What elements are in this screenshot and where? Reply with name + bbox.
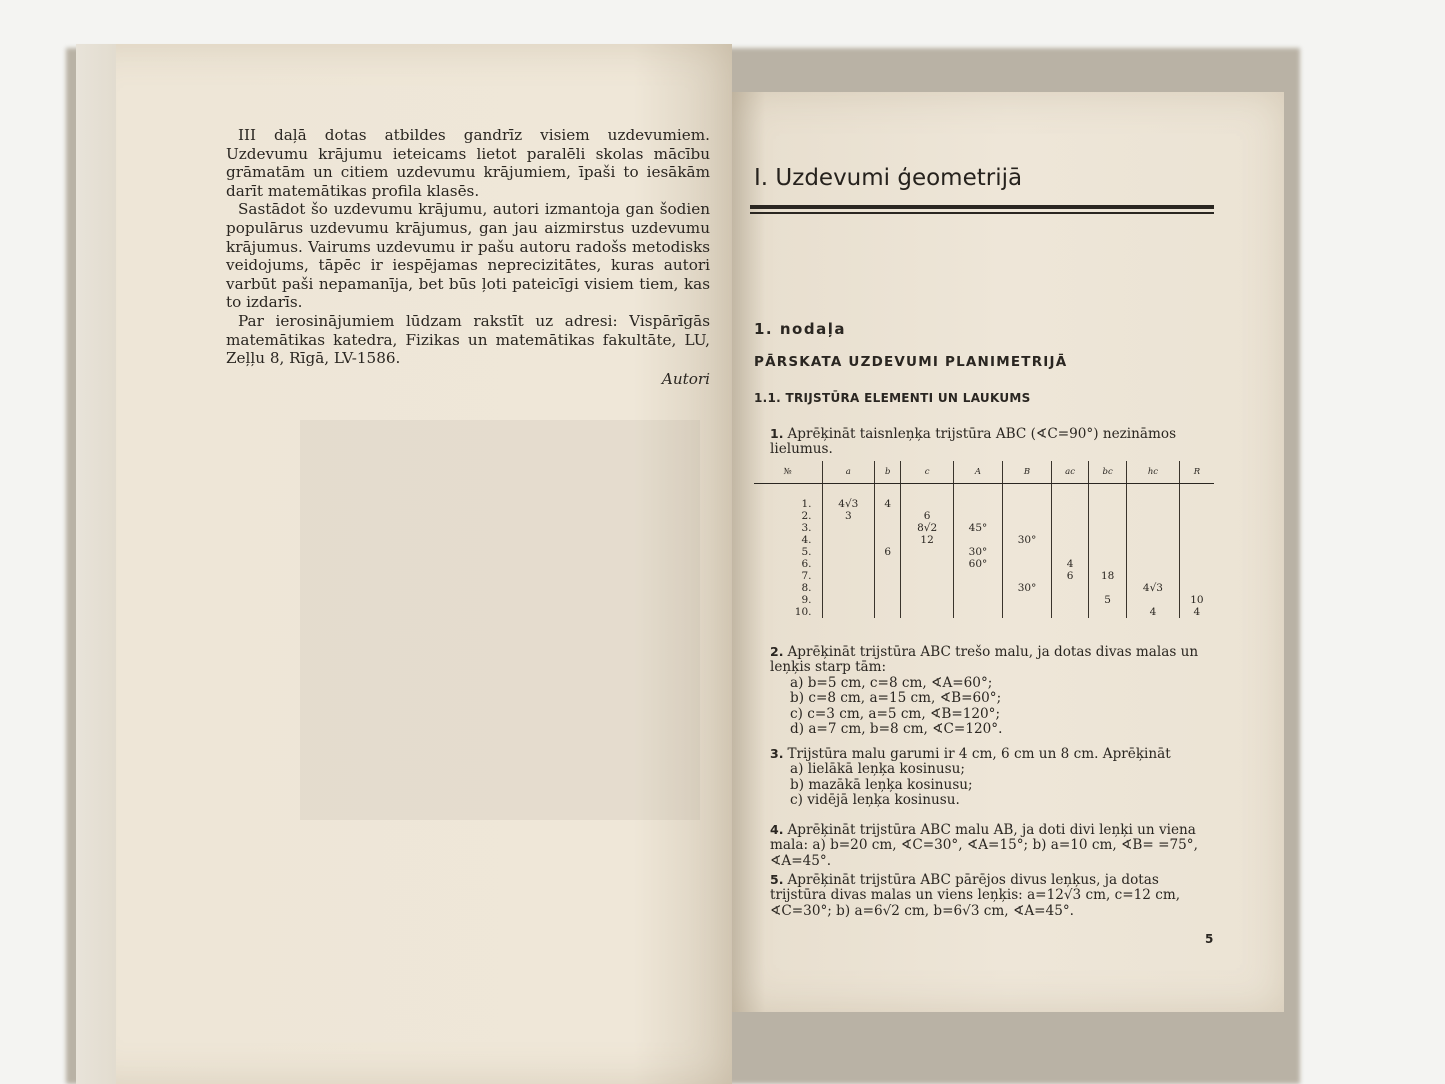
table-cell — [1003, 484, 1052, 499]
table-cell: 12 — [901, 534, 954, 546]
table-cell — [1179, 510, 1214, 522]
table-cell — [1052, 606, 1089, 618]
problem-text: Aprēķināt trijstūra ABC malu AB, ja doti divi leņķi un viena mala: a) b=20 cm, ∢C=30°, ∢A=15°; b) a=10 cm, ∢B= =75°, ∢A=45°. — [770, 822, 1198, 869]
option: d) a=7 cm, b=8 cm, ∢C=120°. — [790, 721, 1003, 738]
table-cell: 4 — [1127, 606, 1180, 618]
table-cell — [1003, 594, 1052, 606]
table-cell: 30° — [1003, 582, 1052, 594]
table-cell: 4√3 — [822, 498, 875, 510]
table-row — [754, 594, 1214, 606]
table-cell — [1089, 498, 1127, 510]
table-cell: 4. — [801, 534, 812, 546]
table-cell — [1127, 522, 1180, 534]
table-cell — [901, 606, 954, 618]
table-cell — [1127, 510, 1180, 522]
table-cell — [1179, 484, 1214, 499]
table-cell: 4√3 — [1127, 582, 1180, 594]
options-list — [770, 676, 1214, 738]
option: c) c=3 cm, a=5 cm, ∢B=120°; — [790, 705, 1001, 722]
table-cell — [1127, 570, 1180, 582]
table-cell — [1003, 522, 1052, 534]
table-cell — [875, 570, 901, 582]
table-cell — [875, 582, 901, 594]
option: a) b=5 cm, c=8 cm, ∢A=60°; — [790, 674, 993, 691]
table-row — [754, 546, 1214, 558]
table-row — [754, 558, 1214, 570]
table-cell — [901, 546, 954, 558]
table-cell — [953, 570, 1002, 582]
table-cell: 10. — [794, 606, 812, 618]
table-header: № — [754, 461, 822, 484]
problem-text: Aprēķināt trijstūra ABC pārējos divus leņķus, ja dotas trijstūra divas malas un viens leņķis: a=12√3 cm, c=12 cm, ∢C=30°; b) a=6√2 cm, b=6√3 cm, ∢A=45°. — [770, 872, 1181, 919]
table-cell — [901, 498, 954, 510]
table-header: bc — [1089, 461, 1127, 484]
options-list — [770, 762, 1214, 808]
table-cell — [1089, 606, 1127, 618]
table-cell — [875, 558, 901, 570]
table-cell — [875, 522, 901, 534]
problem-text: Aprēķināt trijstūra ABC trešo malu, ja dotas divas malas un leņķis starp tām: — [770, 644, 1199, 676]
table-cell — [1089, 582, 1127, 594]
problem-4 — [770, 822, 1214, 869]
table-header: ac — [1052, 461, 1089, 484]
table-cell: 4 — [1052, 558, 1089, 570]
left-page-text — [226, 126, 710, 388]
table-cell — [875, 594, 901, 606]
table-header-row — [754, 461, 1214, 484]
table-cell — [1052, 498, 1089, 510]
table-cell — [1052, 484, 1089, 499]
table-cell: 6. — [801, 558, 812, 570]
table-cell — [1089, 484, 1127, 499]
table-cell: 8√2 — [901, 522, 954, 534]
chapter-title: I. Uzdevumi ģeometrijā — [754, 165, 1023, 191]
table-row — [754, 522, 1214, 534]
table-row — [754, 510, 1214, 522]
problem-number: 3. — [770, 746, 784, 761]
table-cell — [1179, 522, 1214, 534]
table-cell — [901, 558, 954, 570]
problem-1 — [770, 426, 1214, 458]
table-cell — [1179, 534, 1214, 546]
table-cell — [953, 484, 1002, 499]
option: c) vidējā leņķa kosinusu. — [790, 792, 960, 809]
problem-number: 5. — [770, 872, 784, 887]
table-header: B — [1003, 461, 1052, 484]
table-cell: 10 — [1179, 594, 1214, 606]
table-cell: 30° — [1003, 534, 1052, 546]
table-cell — [822, 522, 875, 534]
option: b) mazākā leņķa kosinusu; — [790, 776, 973, 793]
table-cell — [1003, 498, 1052, 510]
option: a) lielākā leņķa kosinusu; — [790, 761, 965, 778]
table-cell: 4 — [875, 498, 901, 510]
table-header: c — [901, 461, 954, 484]
table-cell — [822, 558, 875, 570]
table-cell — [953, 594, 1002, 606]
table-cell: 6 — [901, 510, 954, 522]
table-cell: 2. — [801, 510, 812, 522]
table-cell — [1179, 570, 1214, 582]
table-cell — [1179, 498, 1214, 510]
table-cell — [822, 570, 875, 582]
paragraph: Par ierosinājumiem lūdzam rakstīt uz adresi: Vispārīgās matemātikas katedra, Fizikas un matemātikas fakultāte, LU, Zeļļu 8, Rīgā, LV-1586. — [226, 311, 710, 368]
table-cell — [901, 570, 954, 582]
table-cell — [1003, 510, 1052, 522]
table-cell — [1052, 522, 1089, 534]
table-cell — [953, 510, 1002, 522]
section-title: PĀRSKATA UZDEVUMI PLANIMETRIJĀ — [754, 354, 1068, 370]
divider — [750, 212, 1214, 214]
table-header: A — [953, 461, 1002, 484]
problem-3 — [770, 746, 1214, 809]
problem-number: 2. — [770, 644, 784, 659]
problem-text: Trijstūra malu garumi ir 4 cm, 6 cm un 8 cm. Aprēķināt — [787, 746, 1171, 762]
table-cell — [1127, 498, 1180, 510]
table-row — [754, 570, 1214, 582]
table-cell: 8. — [801, 582, 812, 594]
table-cell — [754, 484, 822, 499]
table-cell: 6 — [875, 546, 901, 558]
table-cell — [1003, 570, 1052, 582]
table-cell — [1052, 510, 1089, 522]
table-cell — [875, 606, 901, 618]
paragraph: Sastādot šo uzdevumu krājumu, autori izmantoja gan šodien populārus uzdevumu krājumus, gan jau aizmirstus uzdevumu krājumus. Vairums uzdevumu ir pašu autoru radošs metodisks veidojums, tāpēc ir iespējamas neprecizitātes, kuras autori varbūt paši nepamanīja, bet būs ļoti pateicīgi visiem tiem, kas to izdarīs. — [226, 200, 710, 312]
table-cell — [1127, 594, 1180, 606]
table-cell — [953, 498, 1002, 510]
problem-number: 1. — [770, 426, 784, 441]
table-cell — [1127, 534, 1180, 546]
table-row — [754, 498, 1214, 510]
table-cell: 3 — [822, 510, 875, 522]
subsection-title: 1.1. TRIJSTŪRA ELEMENTI UN LAUKUMS — [754, 391, 1031, 405]
option: b) c=8 cm, a=15 cm, ∢B=60°; — [790, 690, 1002, 707]
table-cell: 6 — [1052, 570, 1089, 582]
problem-5 — [770, 872, 1214, 919]
table-row — [754, 534, 1214, 546]
table-row — [754, 582, 1214, 594]
table-cell — [953, 582, 1002, 594]
page-number: 5 — [1205, 932, 1214, 946]
page-edge — [76, 44, 116, 1084]
table-cell — [1003, 606, 1052, 618]
table-cell — [875, 510, 901, 522]
table-cell: 5 — [1089, 594, 1127, 606]
table-cell: 7. — [801, 570, 812, 582]
table-cell: 3. — [801, 522, 812, 534]
table-cell: 5. — [801, 546, 812, 558]
table-cell — [1179, 582, 1214, 594]
signature: Autori — [661, 369, 710, 388]
table-cell — [1179, 558, 1214, 570]
table-cell — [953, 534, 1002, 546]
section-number: 1. nodaļa — [754, 320, 846, 338]
table-cell — [1003, 546, 1052, 558]
table-header: hc — [1127, 461, 1180, 484]
table-cell — [901, 582, 954, 594]
table-cell — [953, 606, 1002, 618]
table-cell — [822, 484, 875, 499]
table-cell — [901, 484, 954, 499]
table-cell: 18 — [1089, 570, 1127, 582]
table-cell — [1052, 582, 1089, 594]
paragraph: III daļā dotas atbildes gandrīz visiem uzdevumiem. Uzdevumu krājumu ieteicams lietot paralēli skolas mācību grāmatām un citiem uzdevumu krājumiem, īpaši to iesākām darīt matemātikas profila klasēs. — [226, 126, 710, 200]
table-header: R — [1179, 461, 1214, 484]
table-cell — [1089, 546, 1127, 558]
divider — [750, 205, 1214, 209]
table-cell — [822, 594, 875, 606]
table-header: b — [875, 461, 901, 484]
show-through-text — [300, 420, 700, 820]
data-table — [754, 461, 1214, 618]
table-cell: 60° — [953, 558, 1002, 570]
table-cell — [1127, 484, 1180, 499]
table-cell — [822, 606, 875, 618]
table-cell — [1003, 558, 1052, 570]
table-cell — [1089, 510, 1127, 522]
table-header: a — [822, 461, 875, 484]
problem-2 — [770, 644, 1214, 737]
table-cell — [875, 534, 901, 546]
table-cell — [1127, 546, 1180, 558]
table-cell: 1. — [801, 498, 812, 510]
table-cell — [822, 546, 875, 558]
table-cell — [822, 582, 875, 594]
table-cell — [822, 534, 875, 546]
table-cell: 45° — [953, 522, 1002, 534]
table-cell — [1052, 546, 1089, 558]
table-row — [754, 606, 1214, 618]
table-cell — [1179, 546, 1214, 558]
table-cell — [1089, 534, 1127, 546]
table-spacer-row — [754, 484, 1214, 499]
table-cell: 4 — [1179, 606, 1214, 618]
table-cell — [1089, 522, 1127, 534]
table-cell: 9. — [801, 594, 812, 606]
problem-text: Aprēķināt taisnleņķa trijstūra ABC (∢C=90°) nezināmos lielumus. — [770, 426, 1177, 458]
table-cell — [1127, 558, 1180, 570]
table-cell — [901, 594, 954, 606]
problem-number: 4. — [770, 822, 784, 837]
table-cell — [1052, 534, 1089, 546]
table-cell: 30° — [953, 546, 1002, 558]
table-cell — [1052, 594, 1089, 606]
table-cell — [875, 484, 901, 499]
table-cell — [1089, 558, 1127, 570]
